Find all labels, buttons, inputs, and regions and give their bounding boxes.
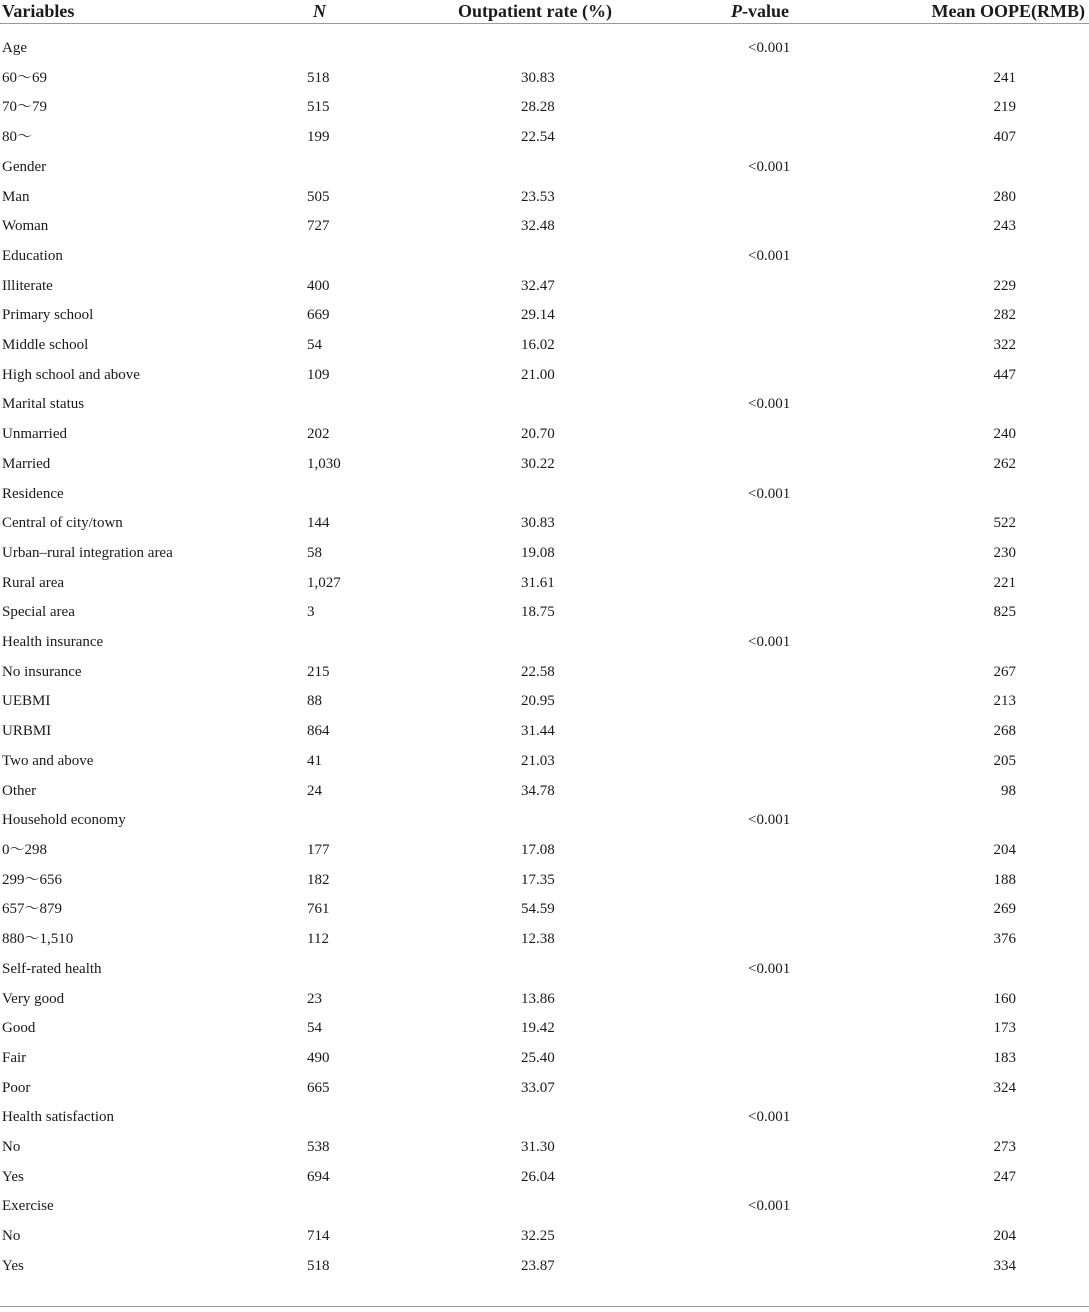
cell-mean-oope: 273 (993, 1139, 1016, 1156)
table-row (0, 747, 1089, 777)
cell-outpatient-rate: 30.83 (521, 515, 555, 532)
cell-p-value (687, 509, 858, 539)
table-row (0, 658, 1089, 688)
cell-n: 144 (307, 515, 330, 532)
cell-p-value (687, 777, 858, 807)
cell-p-value (687, 183, 858, 213)
cell-p-value (687, 836, 858, 866)
cell-variable: 657～879 (2, 901, 63, 918)
cell-variable: Household economy (2, 812, 126, 829)
cell-mean-oope: 221 (993, 574, 1016, 591)
cell-variable: Married (2, 455, 51, 472)
cell-mean-oope: 160 (993, 990, 1016, 1007)
header-p-italic: P (731, 1, 742, 21)
cell-outpatient-rate: 32.47 (521, 277, 555, 294)
cell-outpatient-rate: 13.86 (521, 990, 555, 1007)
cell-mean-oope (858, 153, 1089, 183)
cell-n (250, 1192, 390, 1222)
table-header (0, 0, 1089, 24)
cell-variable: Other (2, 782, 37, 799)
header-p-value (687, 0, 858, 24)
cell-n (250, 34, 390, 64)
table-row (0, 925, 1089, 955)
table-row (0, 598, 1089, 628)
cell-variable: 80～ (2, 129, 33, 146)
cell-n: 112 (307, 931, 329, 948)
cell-mean-oope: 269 (993, 901, 1016, 918)
cell-mean-oope (858, 628, 1089, 658)
cell-n: 714 (307, 1228, 330, 1245)
cell-n: 518 (307, 69, 330, 86)
cell-variable: No (2, 1139, 21, 1156)
cell-outpatient-rate (390, 806, 687, 836)
cell-n (250, 390, 390, 420)
cell-p-value (687, 925, 858, 955)
cell-p-value (687, 1014, 858, 1044)
cell-p-value (687, 450, 858, 480)
table-row (0, 1192, 1089, 1222)
cell-mean-oope: 282 (993, 307, 1016, 324)
cell-variable: 60～69 (2, 69, 48, 86)
cell-variable: 70～79 (2, 99, 48, 116)
table-row (0, 301, 1089, 331)
cell-n (250, 480, 390, 510)
cell-variable: Fair (2, 1049, 27, 1066)
cell-n: 761 (307, 901, 330, 918)
cell-p-value: <0.001 (748, 158, 791, 175)
cell-variable: Gender (2, 158, 47, 175)
cell-mean-oope (858, 1103, 1089, 1133)
cell-p-value (687, 539, 858, 569)
cell-variable: Good (2, 1020, 36, 1037)
table-row (0, 123, 1089, 153)
cell-n: 54 (307, 337, 322, 354)
cell-variable: Age (2, 40, 27, 56)
cell-outpatient-rate: 28.28 (521, 99, 555, 116)
cell-outpatient-rate: 54.59 (521, 901, 555, 918)
header-spacer (0, 24, 1089, 35)
cell-n: 3 (307, 604, 315, 621)
cell-p-value (687, 1133, 858, 1163)
cell-p-value (687, 1222, 858, 1252)
cell-mean-oope: 334 (993, 1257, 1016, 1274)
cell-p-value: <0.001 (748, 1198, 791, 1215)
cell-n: 505 (307, 188, 330, 205)
cell-mean-oope: 825 (993, 604, 1016, 621)
cell-n: 88 (307, 693, 322, 710)
cell-variable: Health satisfaction (2, 1109, 115, 1126)
cell-mean-oope: 183 (993, 1049, 1016, 1066)
cell-variable: Primary school (2, 307, 94, 324)
cell-p-value: <0.001 (748, 1109, 791, 1126)
table-row (0, 450, 1089, 480)
cell-variable: Special area (2, 604, 75, 621)
table-row (0, 480, 1089, 510)
cell-variable: Exercise (2, 1198, 54, 1215)
cell-mean-oope: 230 (993, 544, 1016, 561)
cell-mean-oope: 219 (993, 99, 1016, 116)
cell-outpatient-rate: 22.54 (521, 129, 555, 146)
table-row (0, 242, 1089, 272)
table-row (0, 866, 1089, 896)
cell-mean-oope (858, 806, 1089, 836)
cell-outpatient-rate: 17.08 (521, 841, 555, 858)
cell-outpatient-rate: 33.07 (521, 1079, 555, 1096)
cell-n: 669 (307, 307, 330, 324)
cell-mean-oope: 205 (993, 752, 1016, 769)
cell-outpatient-rate (390, 242, 687, 272)
cell-outpatient-rate: 29.14 (521, 307, 555, 324)
cell-variable: Middle school (2, 337, 89, 354)
cell-outpatient-rate (390, 153, 687, 183)
cell-variable: Marital status (2, 396, 85, 413)
cell-p-value (687, 747, 858, 777)
cell-p-value (687, 361, 858, 391)
cell-outpatient-rate: 31.61 (521, 574, 555, 591)
cell-mean-oope: 229 (993, 277, 1016, 294)
cell-outpatient-rate: 23.53 (521, 188, 555, 205)
cell-outpatient-rate (390, 480, 687, 510)
cell-variable: Yes (2, 1257, 24, 1274)
cell-mean-oope: 322 (993, 337, 1016, 354)
cell-mean-oope: 98 (1001, 782, 1016, 799)
cell-variable: Poor (2, 1079, 31, 1096)
table-row (0, 1252, 1089, 1282)
cell-variable: No (2, 1228, 21, 1245)
cell-mean-oope (858, 1192, 1089, 1222)
cell-n: 177 (307, 841, 330, 858)
cell-p-value (687, 895, 858, 925)
cell-outpatient-rate: 17.35 (521, 871, 555, 888)
cell-mean-oope: 213 (993, 693, 1016, 710)
cell-p-value: <0.001 (748, 396, 791, 413)
table-row (0, 895, 1089, 925)
table-row (0, 1044, 1089, 1074)
cell-outpatient-rate (390, 955, 687, 985)
cell-outpatient-rate: 12.38 (521, 931, 555, 948)
cell-variable: Illiterate (2, 277, 53, 294)
cell-n: 1,027 (307, 574, 341, 591)
cell-outpatient-rate: 19.42 (521, 1020, 555, 1037)
cell-outpatient-rate: 30.22 (521, 455, 555, 472)
cell-n: 1,030 (307, 455, 341, 472)
cell-mean-oope: 324 (993, 1079, 1016, 1096)
cell-n: 490 (307, 1049, 330, 1066)
cell-outpatient-rate: 16.02 (521, 337, 555, 354)
table-row (0, 777, 1089, 807)
cell-p-value (687, 598, 858, 628)
table-row (0, 1103, 1089, 1133)
cell-n: 727 (307, 218, 330, 235)
table-row (0, 539, 1089, 569)
cell-mean-oope (858, 34, 1089, 64)
cell-n: 199 (307, 129, 330, 146)
cell-variable: Unmarried (2, 426, 67, 443)
cell-outpatient-rate (390, 34, 687, 64)
table-row (0, 985, 1089, 1015)
cell-p-value (687, 866, 858, 896)
cell-variable: Two and above (2, 752, 94, 769)
cell-outpatient-rate: 31.30 (521, 1139, 555, 1156)
cell-variable: URBMI (2, 723, 52, 740)
cell-outpatient-rate: 23.87 (521, 1257, 555, 1274)
header-mean-oope: Mean OOPE(RMB) (858, 0, 1089, 24)
table-row (0, 153, 1089, 183)
cell-outpatient-rate (390, 1103, 687, 1133)
table-row (0, 1163, 1089, 1193)
cell-variable: Health insurance (2, 634, 104, 651)
cell-variable: Central of city/town (2, 515, 123, 532)
cell-variable: No insurance (2, 663, 82, 680)
cell-p-value: <0.001 (748, 40, 791, 56)
cell-p-value (687, 687, 858, 717)
cell-n (250, 153, 390, 183)
cell-p-value: <0.001 (748, 247, 791, 264)
cell-variable: Yes (2, 1168, 24, 1185)
cell-n: 24 (307, 782, 322, 799)
cell-outpatient-rate: 32.25 (521, 1228, 555, 1245)
cell-mean-oope: 407 (993, 129, 1016, 146)
cell-p-value (687, 985, 858, 1015)
header-n: N (250, 0, 390, 24)
cell-n: 400 (307, 277, 330, 294)
cell-p-value (687, 717, 858, 747)
cell-variable: Urban–rural integration area (2, 544, 173, 561)
header-p-rest: -value (742, 1, 789, 21)
table-row (0, 836, 1089, 866)
table-row (0, 1133, 1089, 1163)
cell-mean-oope: 240 (993, 426, 1016, 443)
table-row (0, 955, 1089, 985)
cell-n (250, 955, 390, 985)
cell-outpatient-rate: 34.78 (521, 782, 555, 799)
cell-outpatient-rate: 25.40 (521, 1049, 555, 1066)
table-row (0, 183, 1089, 213)
cell-n: 54 (307, 1020, 322, 1037)
cell-mean-oope: 268 (993, 723, 1016, 740)
cell-n: 215 (307, 663, 330, 680)
cell-n (250, 628, 390, 658)
cell-outpatient-rate: 18.75 (521, 604, 555, 621)
cell-outpatient-rate (390, 1192, 687, 1222)
cell-p-value (687, 301, 858, 331)
header-variables: Variables (0, 0, 250, 24)
cell-p-value (687, 420, 858, 450)
cell-mean-oope: 262 (993, 455, 1016, 472)
cell-mean-oope (858, 390, 1089, 420)
cell-mean-oope: 241 (993, 69, 1016, 86)
cell-p-value (687, 658, 858, 688)
table-row (0, 272, 1089, 302)
cell-n: 694 (307, 1168, 330, 1185)
cell-outpatient-rate: 31.44 (521, 723, 555, 740)
cell-n (250, 242, 390, 272)
cell-n: 23 (307, 990, 322, 1007)
cell-p-value (687, 1252, 858, 1282)
cell-variable: Residence (2, 485, 64, 502)
cell-mean-oope: 280 (993, 188, 1016, 205)
cell-p-value: <0.001 (748, 960, 791, 977)
cell-p-value (687, 64, 858, 94)
cell-outpatient-rate: 26.04 (521, 1168, 555, 1185)
cell-mean-oope: 267 (993, 663, 1016, 680)
table-row (0, 93, 1089, 123)
cell-p-value (687, 569, 858, 599)
table-row (0, 569, 1089, 599)
cell-outpatient-rate (390, 390, 687, 420)
cell-p-value (687, 123, 858, 153)
cell-p-value (687, 1163, 858, 1193)
table-row (0, 628, 1089, 658)
cell-p-value: <0.001 (748, 485, 791, 502)
cell-outpatient-rate (390, 628, 687, 658)
cell-outpatient-rate: 20.70 (521, 426, 555, 443)
cell-p-value (687, 93, 858, 123)
table-row (0, 509, 1089, 539)
cell-n: 538 (307, 1139, 330, 1156)
cell-variable: 299～656 (2, 871, 63, 888)
table-body (0, 24, 1089, 1282)
cell-n: 864 (307, 723, 330, 740)
cell-outpatient-rate: 19.08 (521, 544, 555, 561)
table-row (0, 1222, 1089, 1252)
cell-mean-oope: 522 (993, 515, 1016, 532)
cell-variable: Man (2, 188, 30, 205)
cell-variable: Rural area (2, 574, 65, 591)
cell-n (250, 1103, 390, 1133)
header-outpatient-rate: Outpatient rate (%) (390, 0, 687, 24)
cell-n: 182 (307, 871, 330, 888)
cell-p-value (687, 1074, 858, 1104)
table-row (0, 687, 1089, 717)
table-row (0, 64, 1089, 94)
table-row (0, 34, 1089, 64)
cell-variable: High school and above (2, 366, 140, 383)
cell-variable: Woman (2, 218, 49, 235)
cell-n: 518 (307, 1257, 330, 1274)
cell-mean-oope (858, 955, 1089, 985)
cell-mean-oope: 247 (993, 1168, 1016, 1185)
cell-p-value: <0.001 (748, 634, 791, 651)
cell-n: 515 (307, 99, 330, 116)
table-row (0, 331, 1089, 361)
cell-outpatient-rate: 30.83 (521, 69, 555, 86)
cell-mean-oope: 447 (993, 366, 1016, 383)
cell-n (250, 806, 390, 836)
cell-variable: Self-rated health (2, 960, 102, 977)
cell-outpatient-rate: 21.03 (521, 752, 555, 769)
cell-variable: Very good (2, 990, 65, 1007)
cell-variable: 0～298 (2, 841, 48, 858)
cell-n: 202 (307, 426, 330, 443)
table-row (0, 1074, 1089, 1104)
cell-p-value (687, 331, 858, 361)
cell-n: 58 (307, 544, 322, 561)
table-row (0, 361, 1089, 391)
cell-outpatient-rate: 20.95 (521, 693, 555, 710)
cell-p-value (687, 212, 858, 242)
bottom-rule (0, 1306, 1089, 1307)
cell-p-value (687, 272, 858, 302)
cell-outpatient-rate: 32.48 (521, 218, 555, 235)
cell-outpatient-rate: 21.00 (521, 366, 555, 383)
cell-mean-oope: 376 (993, 931, 1016, 948)
cell-n: 41 (307, 752, 322, 769)
cell-mean-oope (858, 480, 1089, 510)
cell-mean-oope (858, 242, 1089, 272)
cell-variable: UEBMI (2, 693, 51, 710)
cell-n: 109 (307, 366, 330, 383)
cell-mean-oope: 243 (993, 218, 1016, 235)
cell-variable: 880～1,510 (2, 931, 74, 948)
table-row (0, 1014, 1089, 1044)
cell-outpatient-rate: 22.58 (521, 663, 555, 680)
table-row (0, 806, 1089, 836)
cell-mean-oope: 204 (993, 1228, 1016, 1245)
cell-p-value (687, 1044, 858, 1074)
cell-n: 665 (307, 1079, 330, 1096)
table-row (0, 390, 1089, 420)
cell-mean-oope: 204 (993, 841, 1016, 858)
table-row (0, 420, 1089, 450)
cell-mean-oope: 188 (993, 871, 1016, 888)
cell-mean-oope: 173 (993, 1020, 1016, 1037)
table-row (0, 212, 1089, 242)
cell-p-value: <0.001 (748, 812, 791, 829)
table-row (0, 717, 1089, 747)
header-row (0, 0, 1089, 24)
cell-variable: Education (2, 247, 63, 264)
